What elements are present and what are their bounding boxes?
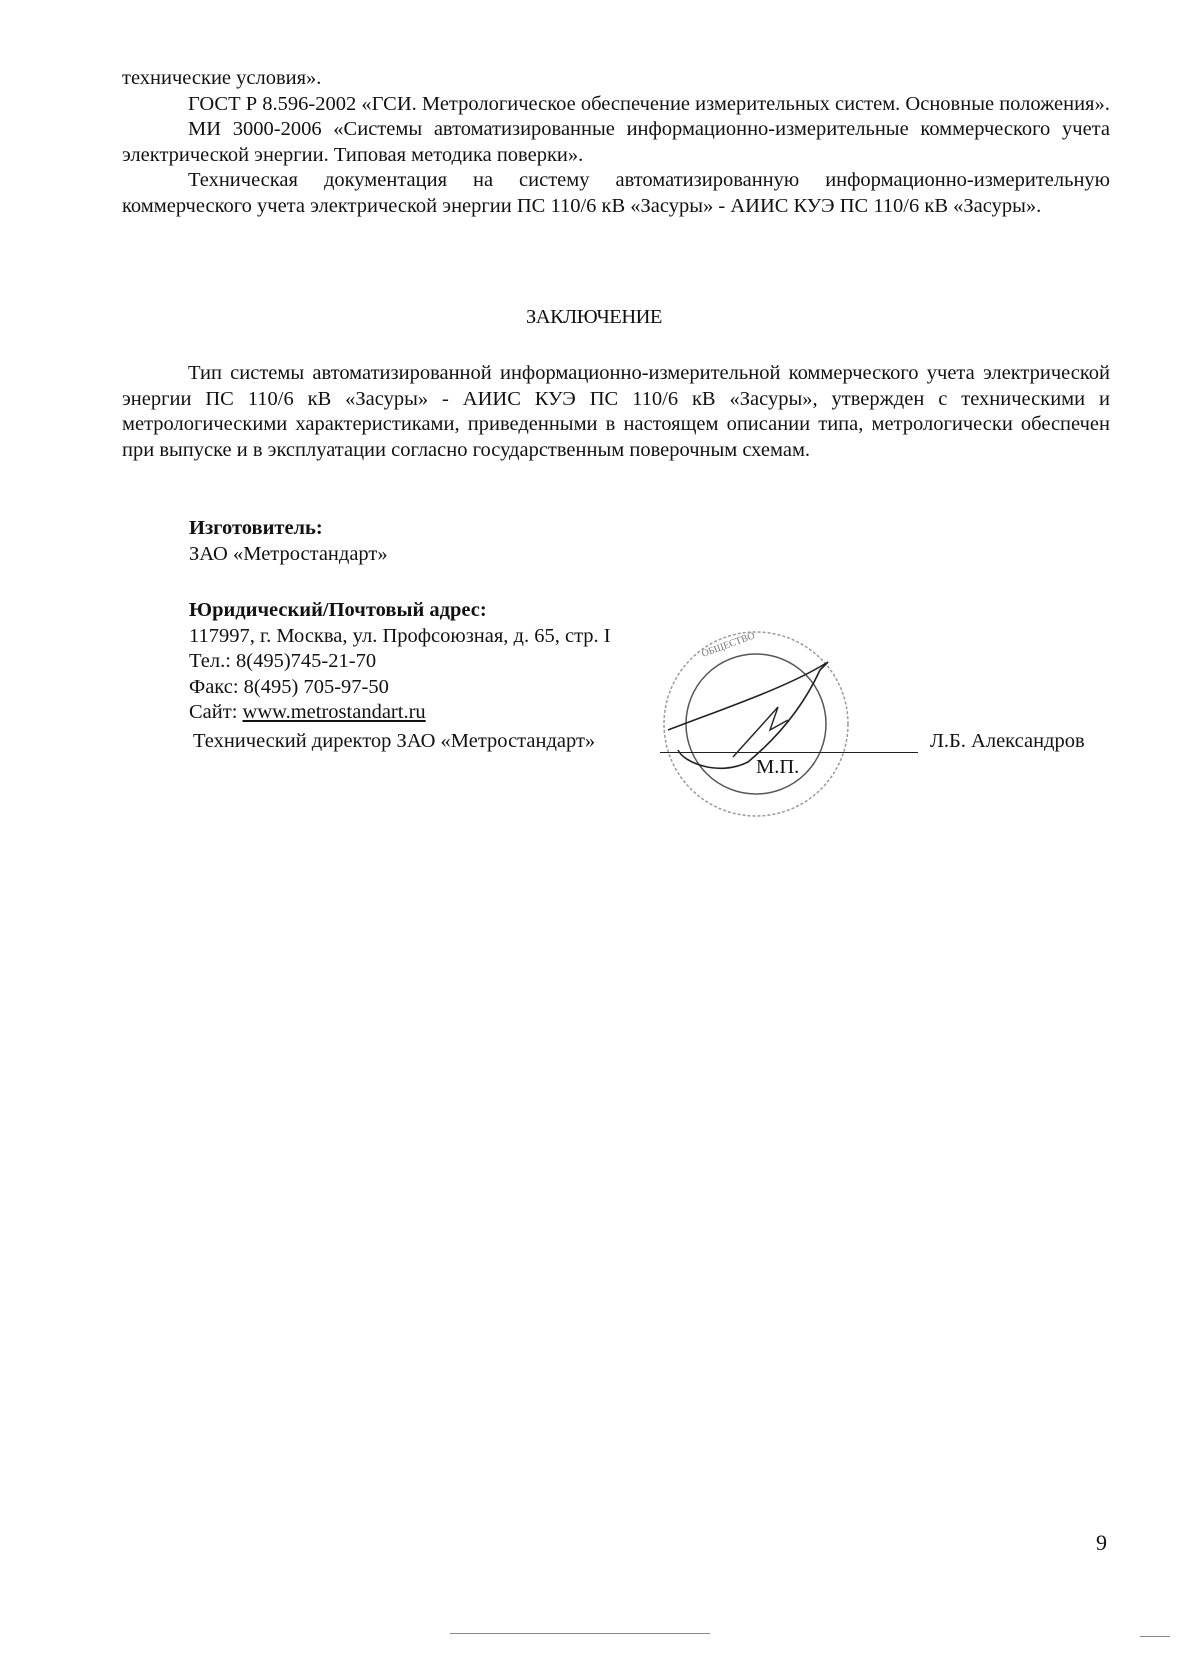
- conclusion-title: ЗАКЛЮЧЕНИЕ: [526, 306, 662, 328]
- manufacturer-name: ЗАО «Метростандарт»: [189, 542, 388, 565]
- reference-continuation: технические условия».: [122, 67, 322, 89]
- site-label: Сайт:: [189, 701, 243, 723]
- manufacturer-block: [189, 516, 388, 567]
- address-label: Юридический/Почтовый адрес:: [189, 599, 487, 621]
- site-row: [189, 700, 611, 726]
- address-line: 117997, г. Москва, ул. Профсоюзная, д. 65, стр. I: [189, 624, 611, 647]
- reference-tech-docs: Техническая документация на систему автоматизированную информационно-измерительную коммерческого учета электрической энергии ПС 110/6 кВ «Засуры» - АИИС КУЭ ПС 110/6 кВ «Засуры».: [122, 169, 1110, 217]
- signatory-position: Технический директор ЗАО «Метростандарт»: [193, 730, 596, 752]
- site-link[interactable]: www.metrostandart.ru: [242, 701, 426, 723]
- fax: Факс: 8(495) 705-97-50: [189, 675, 389, 698]
- scan-artifact-line: [1140, 1636, 1170, 1637]
- phone: Тел.: 8(495)745-21-70: [189, 650, 377, 672]
- references-section: [122, 66, 1110, 219]
- page-number: 9: [1096, 1530, 1107, 1555]
- svg-text:ОБЩЕСТВО: ОБЩЕСТВО: [700, 630, 757, 660]
- conclusion-text: Тип системы автоматизированной информационно-измерительной коммерческого учета электрической энергии ПС 110/6 кВ «Засуры» - АИИС КУЭ ПС 110/6 кВ «Засуры», утвержден с техническими и метрологическими характеристиками, приведенными в настоящем описании типа, метрологически обеспечен при выпуске и в эксплуатации согласно государственным поверочным схемам.: [122, 362, 1110, 461]
- reference-mi: МИ 3000-2006 «Системы автоматизированные информационно-измерительные коммерческого учета электрической энергии. Типовая методика поверки».: [122, 118, 1110, 166]
- signatory-name: Л.Б. Александров: [930, 730, 1085, 752]
- signature-line: [660, 752, 918, 753]
- seal-stamp-icon: [638, 612, 868, 842]
- conclusion-section: [122, 361, 1110, 463]
- seal-label: М.П.: [756, 756, 800, 778]
- manufacturer-label: Изготовитель:: [189, 517, 323, 539]
- address-block: [189, 598, 611, 726]
- scan-artifact-line: [450, 1633, 710, 1634]
- reference-gost: ГОСТ Р 8.596-2002 «ГСИ. Метрологическое обеспечение измерительных систем. Основные положения».: [188, 92, 1110, 115]
